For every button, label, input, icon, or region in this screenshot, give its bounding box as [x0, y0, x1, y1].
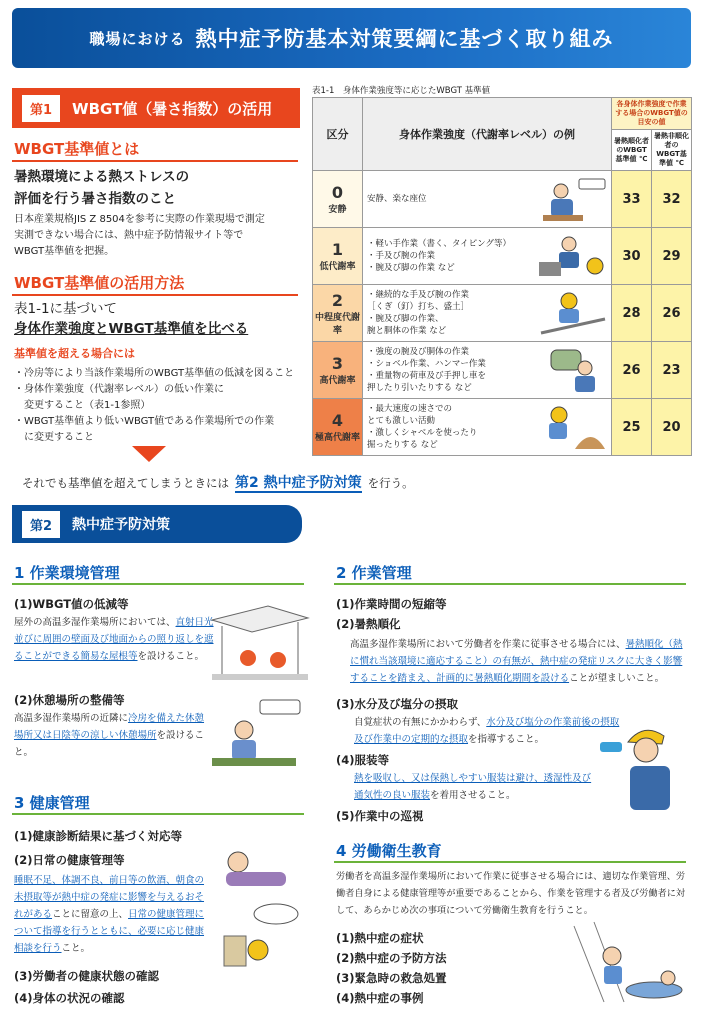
laptop-worker-illustration [535, 232, 607, 280]
carrying-worker-illustration [535, 346, 607, 394]
work-line: ［くぎ（釘）打ち、盛土］ [367, 302, 470, 312]
non-acclimatized-value: 23 [652, 342, 692, 399]
drinking-worker-illustration [598, 718, 690, 814]
env-item-2-text: 高温多湿作業場所の近隣に冷房を備えた休憩場所又は日陰等の涼しい休憩場所を設けること。 [14, 713, 205, 758]
work-item-4-text: 熱を吸収し、又は保熱しやすい服装は避け、透湿性及び通気性の良い服装を着用させること。 [354, 773, 592, 801]
divider [334, 861, 686, 863]
level-cell [313, 171, 363, 228]
work-cell [363, 171, 612, 228]
col-work: 身体作業強度（代謝率レベル）の例 [363, 98, 612, 171]
section2-link[interactable]: 第2 熱中症予防対策 [235, 475, 362, 491]
level-label: 高代謝率 [319, 376, 356, 386]
still-post: を行う。 [367, 476, 414, 490]
work-item-2-text: 高温多湿作業場所において労働者を作業に従事させる場合には、暑熱順化（熱に慣れ当該環境に適応すること）の有無が、熱中症の発症リスクに大きく影響することを踏まえ、計画的に暑熱順化期間を設けることが望ましいこと。 [350, 639, 683, 684]
definition-lead-2: 評価を行う暑さ指数のこと [14, 191, 176, 207]
acclimatized-value: 25 [612, 399, 652, 456]
work-item-4: (4)服装等 [336, 753, 390, 767]
work-line: ・腕及び脚の作業、 [367, 314, 444, 324]
level-cell [313, 342, 363, 399]
work-line: 安静、楽な座位 [367, 194, 427, 204]
wbgt-definition-heading: WBGT基準値とは [14, 140, 140, 158]
edu-body: 労働者を高温多湿作業場所において作業に従事させる場合には、適切な作業管理、労働者自身による健康管理等が重要であることから、作業を管理する者及び労働者に対して、あらかじめ次の事項について労働衛生教育を行うこと。 [336, 871, 686, 916]
banner-prefix: 職場における [89, 29, 186, 48]
table-header-row [313, 98, 692, 130]
cooled-rest-area-illustration [204, 696, 304, 780]
page-banner [12, 8, 691, 68]
over-item: に変更すること [14, 432, 94, 443]
resting-worker-illustration [535, 175, 607, 223]
work-line: ・重量物の荷車及び手押し車を [367, 371, 487, 381]
still-exceeding-line [22, 472, 414, 492]
level-label: 極高代謝率 [314, 433, 360, 443]
edu-item: (1)熱中症の症状 [336, 931, 424, 945]
health-item-3: (3)労働者の健康状態の確認 [14, 969, 160, 983]
acclimatized-value: 33 [612, 171, 652, 228]
edu-item: (2)熱中症の予防方法 [336, 951, 447, 965]
col-group: 各身体作業強度で作業する場合のWBGT値の目安の値 [612, 98, 692, 130]
divider [12, 813, 304, 815]
shade-roof-illustration [208, 602, 312, 682]
hammer-worker-illustration [535, 289, 607, 337]
health-heading: 3 健康管理 [14, 794, 90, 812]
edu-item: (4)熱中症の事例 [336, 991, 424, 1005]
work-item-2: (2)暑熱順化 [336, 617, 401, 631]
definition-body-1: 日本産業規格JIS Z 8504を参考に実際の作業現場で測定 [14, 214, 265, 225]
section1-header [12, 88, 300, 128]
work-line: ・最大速度の速さでの [367, 404, 453, 414]
work-item-3-text: 自覚症状の有無にかかわらず、水分及び塩分の作業前後の摂取及び作業中の定期的な摂取を指導すること。 [354, 717, 620, 745]
table-row [313, 399, 692, 456]
health-item-2-text: 睡眠不足、体調不良、前日等の飲酒、朝食の未摂取等が熱中症の発症に影響を与えるおそれがあることに留意の上、日常の健康管理について指導を行うとともに、必要に応じ健康相談を行うこと。 [14, 875, 205, 954]
col-acclimatized: 暑熱順化者のWBGT基準値 ℃ [612, 130, 652, 171]
divider [12, 160, 298, 162]
section2-header [12, 505, 302, 543]
over-item: ・WBGT基準値より低いWBGT値である作業場所での作業 [14, 416, 275, 427]
table-row [313, 228, 692, 285]
table-row [313, 171, 692, 228]
non-acclimatized-value: 29 [652, 228, 692, 285]
env-item-1-text: 屋外の高温多湿作業場所においては、直射日光並びに周囲の壁面及び地面からの照り返しを遮ることができる簡易な屋根等を設けること。 [14, 617, 214, 662]
work-line: ・強度の腕及び胴体の作業 [367, 347, 470, 357]
work-item-3: (3)水分及び塩分の摂取 [336, 697, 459, 711]
section2-title: 熱中症予防対策 [72, 517, 171, 533]
edu-heading: 4 労働衛生教育 [336, 842, 442, 860]
env-heading: 1 作業環境管理 [14, 564, 120, 582]
health-item-1: (1)健康診断結果に基づく対応等 [14, 829, 183, 843]
work-cell [363, 399, 612, 456]
banner-title: 熱中症予防基本対策要綱に基づく取り組み [195, 27, 614, 51]
level-cell [313, 399, 363, 456]
acclimatized-value: 28 [612, 285, 652, 342]
table-caption: 表1-1 身体作業強度等に応じたWBGT 基準値 [312, 86, 491, 96]
non-acclimatized-value: 26 [652, 285, 692, 342]
work-line: 押したり引いたりする など [367, 383, 472, 393]
table-row [313, 342, 692, 399]
wbgt-usage-heading: WBGT基準値の活用方法 [14, 274, 185, 292]
level-cell [313, 285, 363, 342]
level-number: 3 [331, 354, 344, 373]
section1-badge: 第1 [22, 95, 60, 122]
work-item-5: (5)作業中の巡視 [336, 809, 424, 823]
work-line: ・軽い手作業（書く、タイピング等） [367, 239, 511, 249]
shoveling-worker-illustration [535, 403, 607, 451]
level-number: 4 [331, 411, 344, 430]
work-line: ・継続的な手及び腕の作業 [367, 290, 470, 300]
work-line: ・手及び腕の作業 [367, 251, 436, 261]
health-check-illustration [212, 840, 306, 970]
work-cell [363, 342, 612, 399]
work-cell [363, 228, 612, 285]
definition-body-2: 実測できない場合には、熱中症予防情報サイト等で [14, 230, 244, 241]
still-pre: それでも基準値を超えてしまうときには [22, 476, 229, 490]
over-item: ・冷房等により当該作業場所のWBGT基準値の低減を図ること [14, 368, 295, 379]
work-item-1: (1)作業時間の短縮等 [336, 597, 447, 611]
section2-badge: 第2 [22, 511, 60, 538]
usage-lead-1: 表1-1に基づいて [14, 301, 118, 317]
divider [334, 583, 686, 585]
divider [12, 583, 304, 585]
first-aid-illustration [564, 916, 688, 1006]
level-label: 低代謝率 [319, 262, 356, 272]
work-line: ・ショベル作業、ハンマー作業 [367, 359, 486, 369]
section1-title: WBGT値（暑さ指数）の活用 [72, 99, 273, 118]
work-line: ・腕及び脚の作業 など [367, 263, 455, 273]
level-number: 1 [331, 240, 344, 259]
level-number: 2 [331, 290, 344, 310]
work-cell [363, 285, 612, 342]
over-threshold-heading: 基準値を超える場合には [14, 347, 135, 360]
work-line: とても激しい活動 [367, 416, 436, 426]
over-item: ・身体作業強度（代謝率レベル）の低い作業に [14, 384, 224, 395]
non-acclimatized-value: 32 [652, 171, 692, 228]
edu-item: (3)緊急時の救急処置 [336, 971, 447, 985]
divider [12, 294, 298, 296]
work-heading: 2 作業管理 [336, 564, 412, 582]
level-number: 0 [331, 183, 344, 202]
work-line: 掘ったりする など [367, 440, 438, 450]
down-arrow-icon [132, 446, 166, 462]
col-kubun: 区分 [313, 98, 363, 171]
env-item-2: (2)休憩場所の整備等 [14, 693, 125, 707]
health-item-2: (2)日常の健康管理等 [14, 853, 125, 867]
definition-body-3: WBGT基準値を把握。 [14, 246, 115, 257]
definition-lead-1: 暑熱環境による熱ストレスの [14, 169, 190, 185]
over-item: 変更すること（表1-1参照） [14, 400, 151, 411]
health-item-4: (4)身体の状況の確認 [14, 991, 125, 1005]
usage-lead-2: 身体作業強度とWBGT基準値を比べる [14, 321, 249, 337]
level-label: 安静 [328, 205, 347, 215]
table-row [313, 285, 692, 342]
col-non-acclimatized: 暑熱非順化者のWBGT基準値 ℃ [652, 130, 692, 171]
wbgt-table [312, 97, 692, 456]
work-line: ・激しくシャベルを使ったり [367, 428, 478, 438]
non-acclimatized-value: 20 [652, 399, 692, 456]
level-cell [313, 228, 363, 285]
work-line: 腕と胴体の作業 など [367, 326, 447, 336]
level-label: 中程度代謝率 [314, 312, 360, 336]
acclimatized-value: 30 [612, 228, 652, 285]
env-item-1: (1)WBGT値の低減等 [14, 597, 129, 611]
acclimatized-value: 26 [612, 342, 652, 399]
